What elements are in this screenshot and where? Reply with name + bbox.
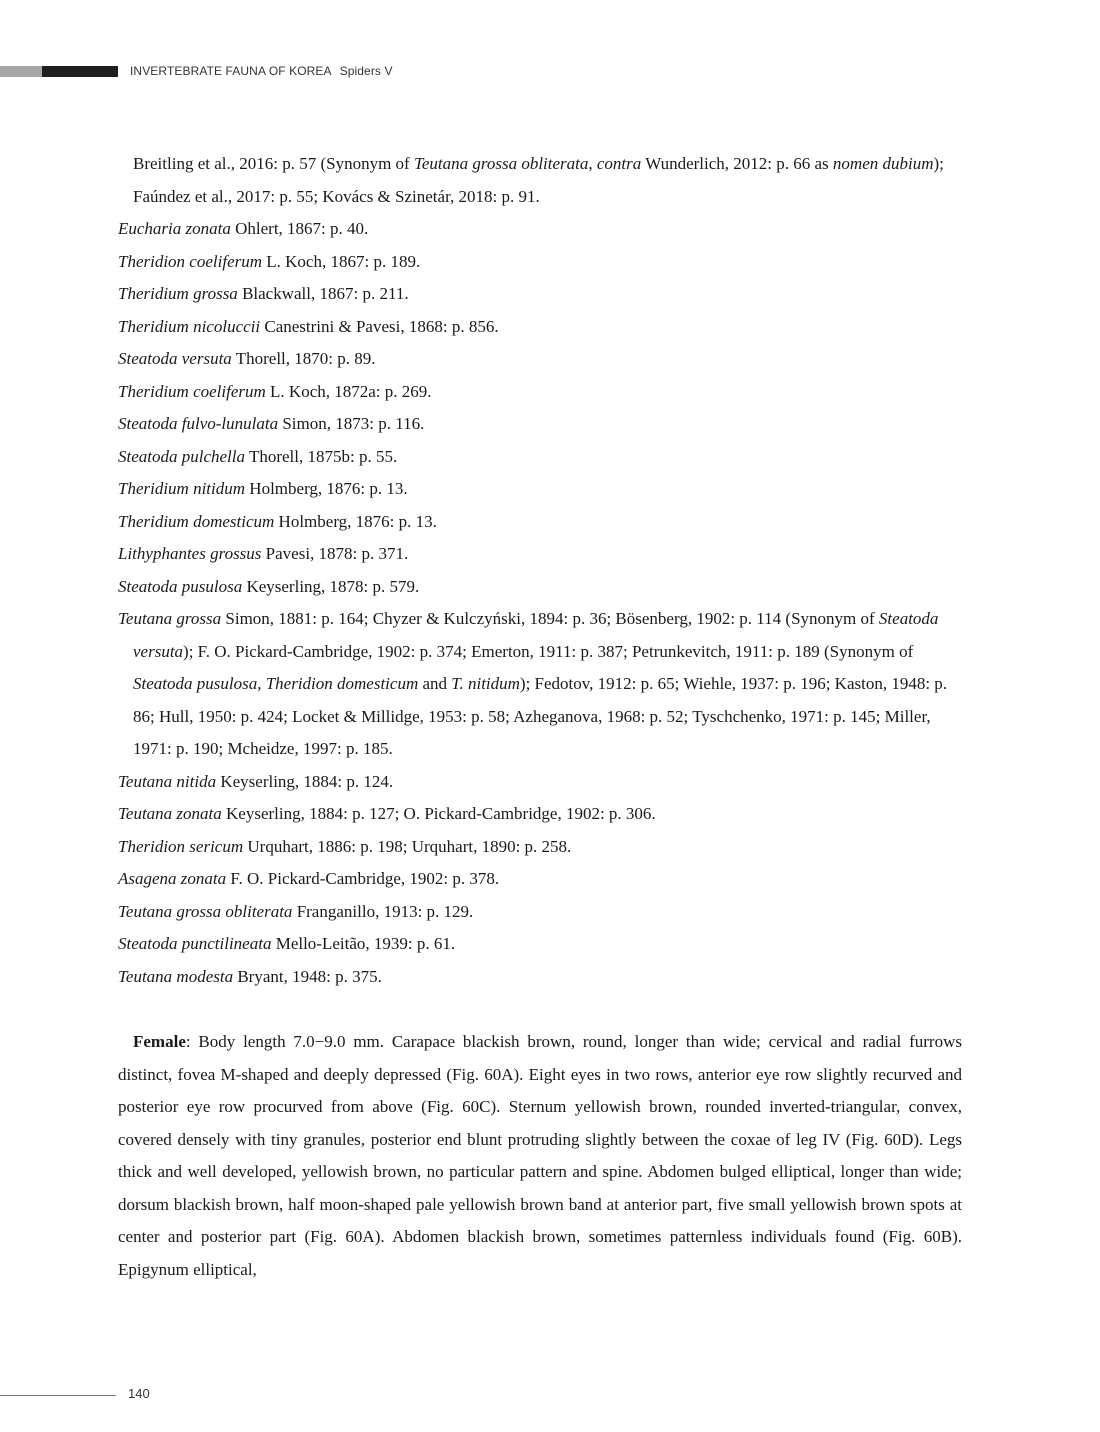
header-bar-gray — [0, 66, 42, 77]
synonym-entry: Eucharia zonata Ohlert, 1867: p. 40. — [118, 219, 369, 238]
synonym-entry: Theridium nitidum Holmberg, 1876: p. 13. — [118, 479, 408, 498]
synonym-entry: Steatoda pulchella Thorell, 1875b: p. 55. — [118, 446, 398, 466]
synonym-entry: Steatoda pusulosa Keyserling, 1878: p. 579. — [118, 576, 420, 596]
female-description-text: : Body length 7.0−9.0 mm. Carapace blackish brown, round, longer than wide; cervical and radial furrows distinct, fovea M-shaped and deeply depressed (Fig. 60A). Eight eyes in two rows, anterior eye row slightly recurved and posterior eye row procurved from above (Fig. 60C). Sternum yellowish brown, rounded inverted-triangular, convex, covered densely with tiny granules, posterior end blunt protruding slightly between the coxae of leg IV (Fig. 60D). Legs thick and well developed, yellowish brown, no particular pattern and spine. Abdomen bulged elliptical, longer than wide; dorsum blackish brown, half moon-shaped pale yellowish brown band at anterior part, five small yellowish brown spots at center and posterior part (Fig. 60A). Abdomen blackish brown, sometimes patternless individuals found (Fig. 60B). Epigynum elliptical, — [118, 1032, 962, 1279]
synonym-entry: Steatoda fulvo-lunulata Simon, 1873: p. 116. — [118, 414, 425, 433]
header-bar-black — [42, 66, 118, 77]
running-header — [0, 66, 1100, 80]
header-text — [130, 64, 393, 78]
page-number: 140 — [128, 1386, 150, 1401]
header-title: INVERTEBRATE FAUNA OF KOREA — [130, 64, 332, 78]
synonym-entry: Asagena zonata F. O. Pickard-Cambridge, 1902: p. 378. — [118, 869, 500, 888]
synonym-entry: Theridium coeliferum L. Koch, 1872a: p. 269. — [118, 381, 432, 401]
synonym-entry: Teutana modesta Bryant, 1948: p. 375. — [118, 966, 382, 986]
synonym-entry: Teutana grossa obliterata Franganillo, 1913: p. 129. — [118, 901, 474, 921]
synonym-entry: Theridium nicoluccii Canestrini & Pavesi, 1868: p. 856. — [118, 316, 499, 336]
synonym-entry: Lithyphantes grossus Pavesi, 1878: p. 371. — [118, 544, 409, 563]
synonym-entry: Theridion sericum Urquhart, 1886: p. 198; Urquhart, 1890: p. 258. — [118, 836, 572, 856]
synonym-entry: Theridium domesticum Holmberg, 1876: p. 13. — [118, 511, 437, 531]
synonym-entry: Steatoda versuta Thorell, 1870: p. 89. — [118, 349, 376, 368]
female-description — [118, 1026, 962, 1286]
synonym-entry: Theridium grossa Blackwall, 1867: p. 211. — [118, 284, 409, 303]
footer-rule — [0, 1395, 116, 1396]
synonym-entry: Teutana nitida Keyserling, 1884: p. 124. — [118, 771, 394, 791]
header-subtitle: Spiders V — [339, 64, 393, 78]
synonym-entry-teutana-grossa: Teutana grossa Simon, 1881: p. 164; Chyzer & Kulczyński, 1894: p. 36; Bösenberg, 1902: p. 114 (Synonym of Steatoda versuta); F. O. Pickard-Cambridge, 1902: p. 374; Emerton, 1911: p. 387; Petrunkevitch, 1911: p. 189 (Synonym of Steatoda pusulosa, Theridion domesticum and T. nitidum); Fedotov, 1912: p. 65; Wiehle, 1937: p. 196; Kaston, 1948: p. 86; Hull, 1950: p. 424; Locket & Millidge, 1953: p. 58; Azheganova, 1968: p. 52; Tyschchenko, 1971: p. 145; Miller, 1971: p. 190; Mcheidze, 1997: p. 185. — [118, 609, 948, 758]
synonym-entry: Steatoda punctilineata Mello-Leitão, 1939: p. 61. — [118, 934, 456, 953]
page-content — [118, 148, 962, 1286]
synonym-entry: Teutana zonata Keyserling, 1884: p. 127; O. Pickard-Cambridge, 1902: p. 306. — [118, 804, 656, 823]
synonym-continuation: Breitling et al., 2016: p. 57 (Synonym of Teutana grossa obliterata, contra Wunderlich, 2012: p. 66 as nomen dubium); Faúndez et al., 2017: p. 55; Kovács & Szinetár, 2018: p. 91. — [133, 154, 944, 206]
female-label: Female — [133, 1032, 186, 1051]
synonym-entry: Theridion coeliferum L. Koch, 1867: p. 189. — [118, 251, 421, 271]
